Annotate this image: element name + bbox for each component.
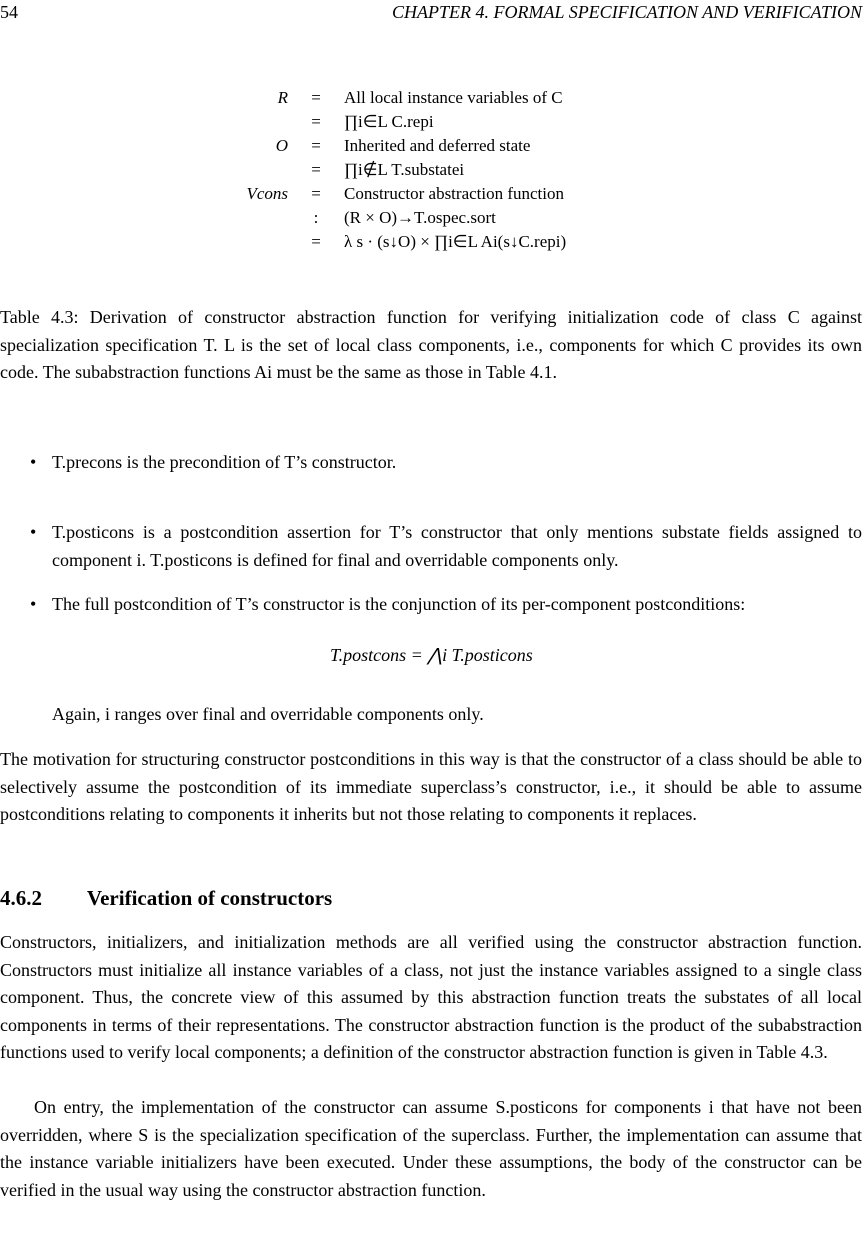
derivation-rhs: λ s · (s↓O) × ∏i∈L Ai(s↓C.repi): [344, 232, 567, 251]
running-header: [0, 0, 864, 28]
derivation-op: =: [311, 88, 321, 107]
derivation-lhs: Vcons: [246, 184, 288, 203]
list-item: [30, 591, 862, 619]
bullet-icon: •: [30, 594, 37, 614]
list-item: [30, 449, 862, 477]
derivation-row: [228, 158, 566, 182]
derivation-op: :: [313, 208, 319, 227]
derivation-row: [228, 230, 566, 254]
derivation-row: [228, 86, 566, 110]
body-paragraph: On entry, the implementation of the constructor can assume S.posticons for components i that have not been overridden, where S is the specialization specification of the superclass. Further, the implementation can assume that the instance variable initializers have been executed. Under these assumptions, the body of the constructor can be verified in the usual way using the constructor abstraction function.: [0, 1097, 862, 1200]
bullet-icon: •: [30, 452, 37, 472]
section-title: Verification of constructors: [86, 886, 333, 910]
list-item-text: T.precons is the precondition of T’s constructor.: [52, 452, 397, 472]
motivation-paragraph: The motivation for structuring constructor postconditions in this way is that the constructor of a class should be able to selectively assume the postcondition of its immediate superclass’s constructor, i.e., it should be able to assume postconditions relating to components it inherits but not those relating to components it replaces.: [0, 749, 862, 824]
section-heading: [0, 886, 332, 911]
derivation-rhs: ∏i∉L T.substatei: [344, 160, 465, 179]
chapter-title: CHAPTER 4. FORMAL SPECIFICATION AND VERIFICATION: [392, 2, 862, 22]
again-note: Again, i ranges over final and overridable components only.: [52, 704, 484, 724]
derivation-lhs: [228, 110, 288, 134]
derivation-op: =: [311, 112, 321, 131]
derivation-rhs: (R × O)→T.ospec.sort: [344, 208, 496, 227]
derivation-table: [228, 86, 566, 254]
derivation-row: [228, 182, 566, 206]
list-item-text: The full postcondition of T’s constructor is the conjunction of its per-component postconditions:: [52, 594, 746, 614]
derivation-row: [228, 206, 566, 230]
derivation-rhs: Constructor abstraction function: [344, 184, 565, 203]
derivation-lhs: [228, 230, 288, 254]
derivation-lhs: O: [275, 136, 288, 155]
table-caption: Table 4.3: Derivation of constructor abstraction function for verifying initialization code of class C against specialization specification T. L is the set of local class components, i.e., components for which C provides its own code. The subabstraction functions Ai must be the same as those in Table 4.1.: [0, 307, 862, 382]
derivation-op: =: [311, 184, 321, 203]
derivation-rhs: ∏i∈L C.repi: [344, 112, 434, 131]
derivation-op: =: [311, 160, 321, 179]
derivation-row: [228, 110, 566, 134]
derivation-row: [228, 134, 566, 158]
derivation-lhs: [228, 206, 288, 230]
list-item: [30, 519, 862, 574]
derivation-rhs: Inherited and deferred state: [344, 136, 531, 155]
postcondition-equation: T.postcons = ⋀i T.posticons: [330, 645, 533, 665]
page-number: 54: [0, 2, 18, 22]
derivation-lhs: [228, 158, 288, 182]
bullet-icon: •: [30, 522, 37, 542]
derivation-lhs: R: [277, 88, 288, 107]
derivation-op: =: [311, 232, 321, 251]
derivation-rhs: All local instance variables of C: [344, 88, 563, 107]
body-paragraph: Constructors, initializers, and initialization methods are all verified using the constructor abstraction function. Constructors must initialize all instance variables of a class, not just the instance variables assigned to a single class component. Thus, the concrete view of this assumed by this abstraction function treats the substates of all local components in terms of their representations. The constructor abstraction function is the product of the subabstraction functions used to verify local components; a definition of the constructor abstraction function is given in Table 4.3.: [0, 932, 862, 1062]
derivation-op: =: [311, 136, 321, 155]
section-number: 4.6.2: [0, 886, 42, 910]
list-item-text: T.posticons is a postcondition assertion for T’s constructor that only mentions substate fields assigned to component i. T.posticons is defined for final and overridable components only.: [52, 522, 862, 570]
